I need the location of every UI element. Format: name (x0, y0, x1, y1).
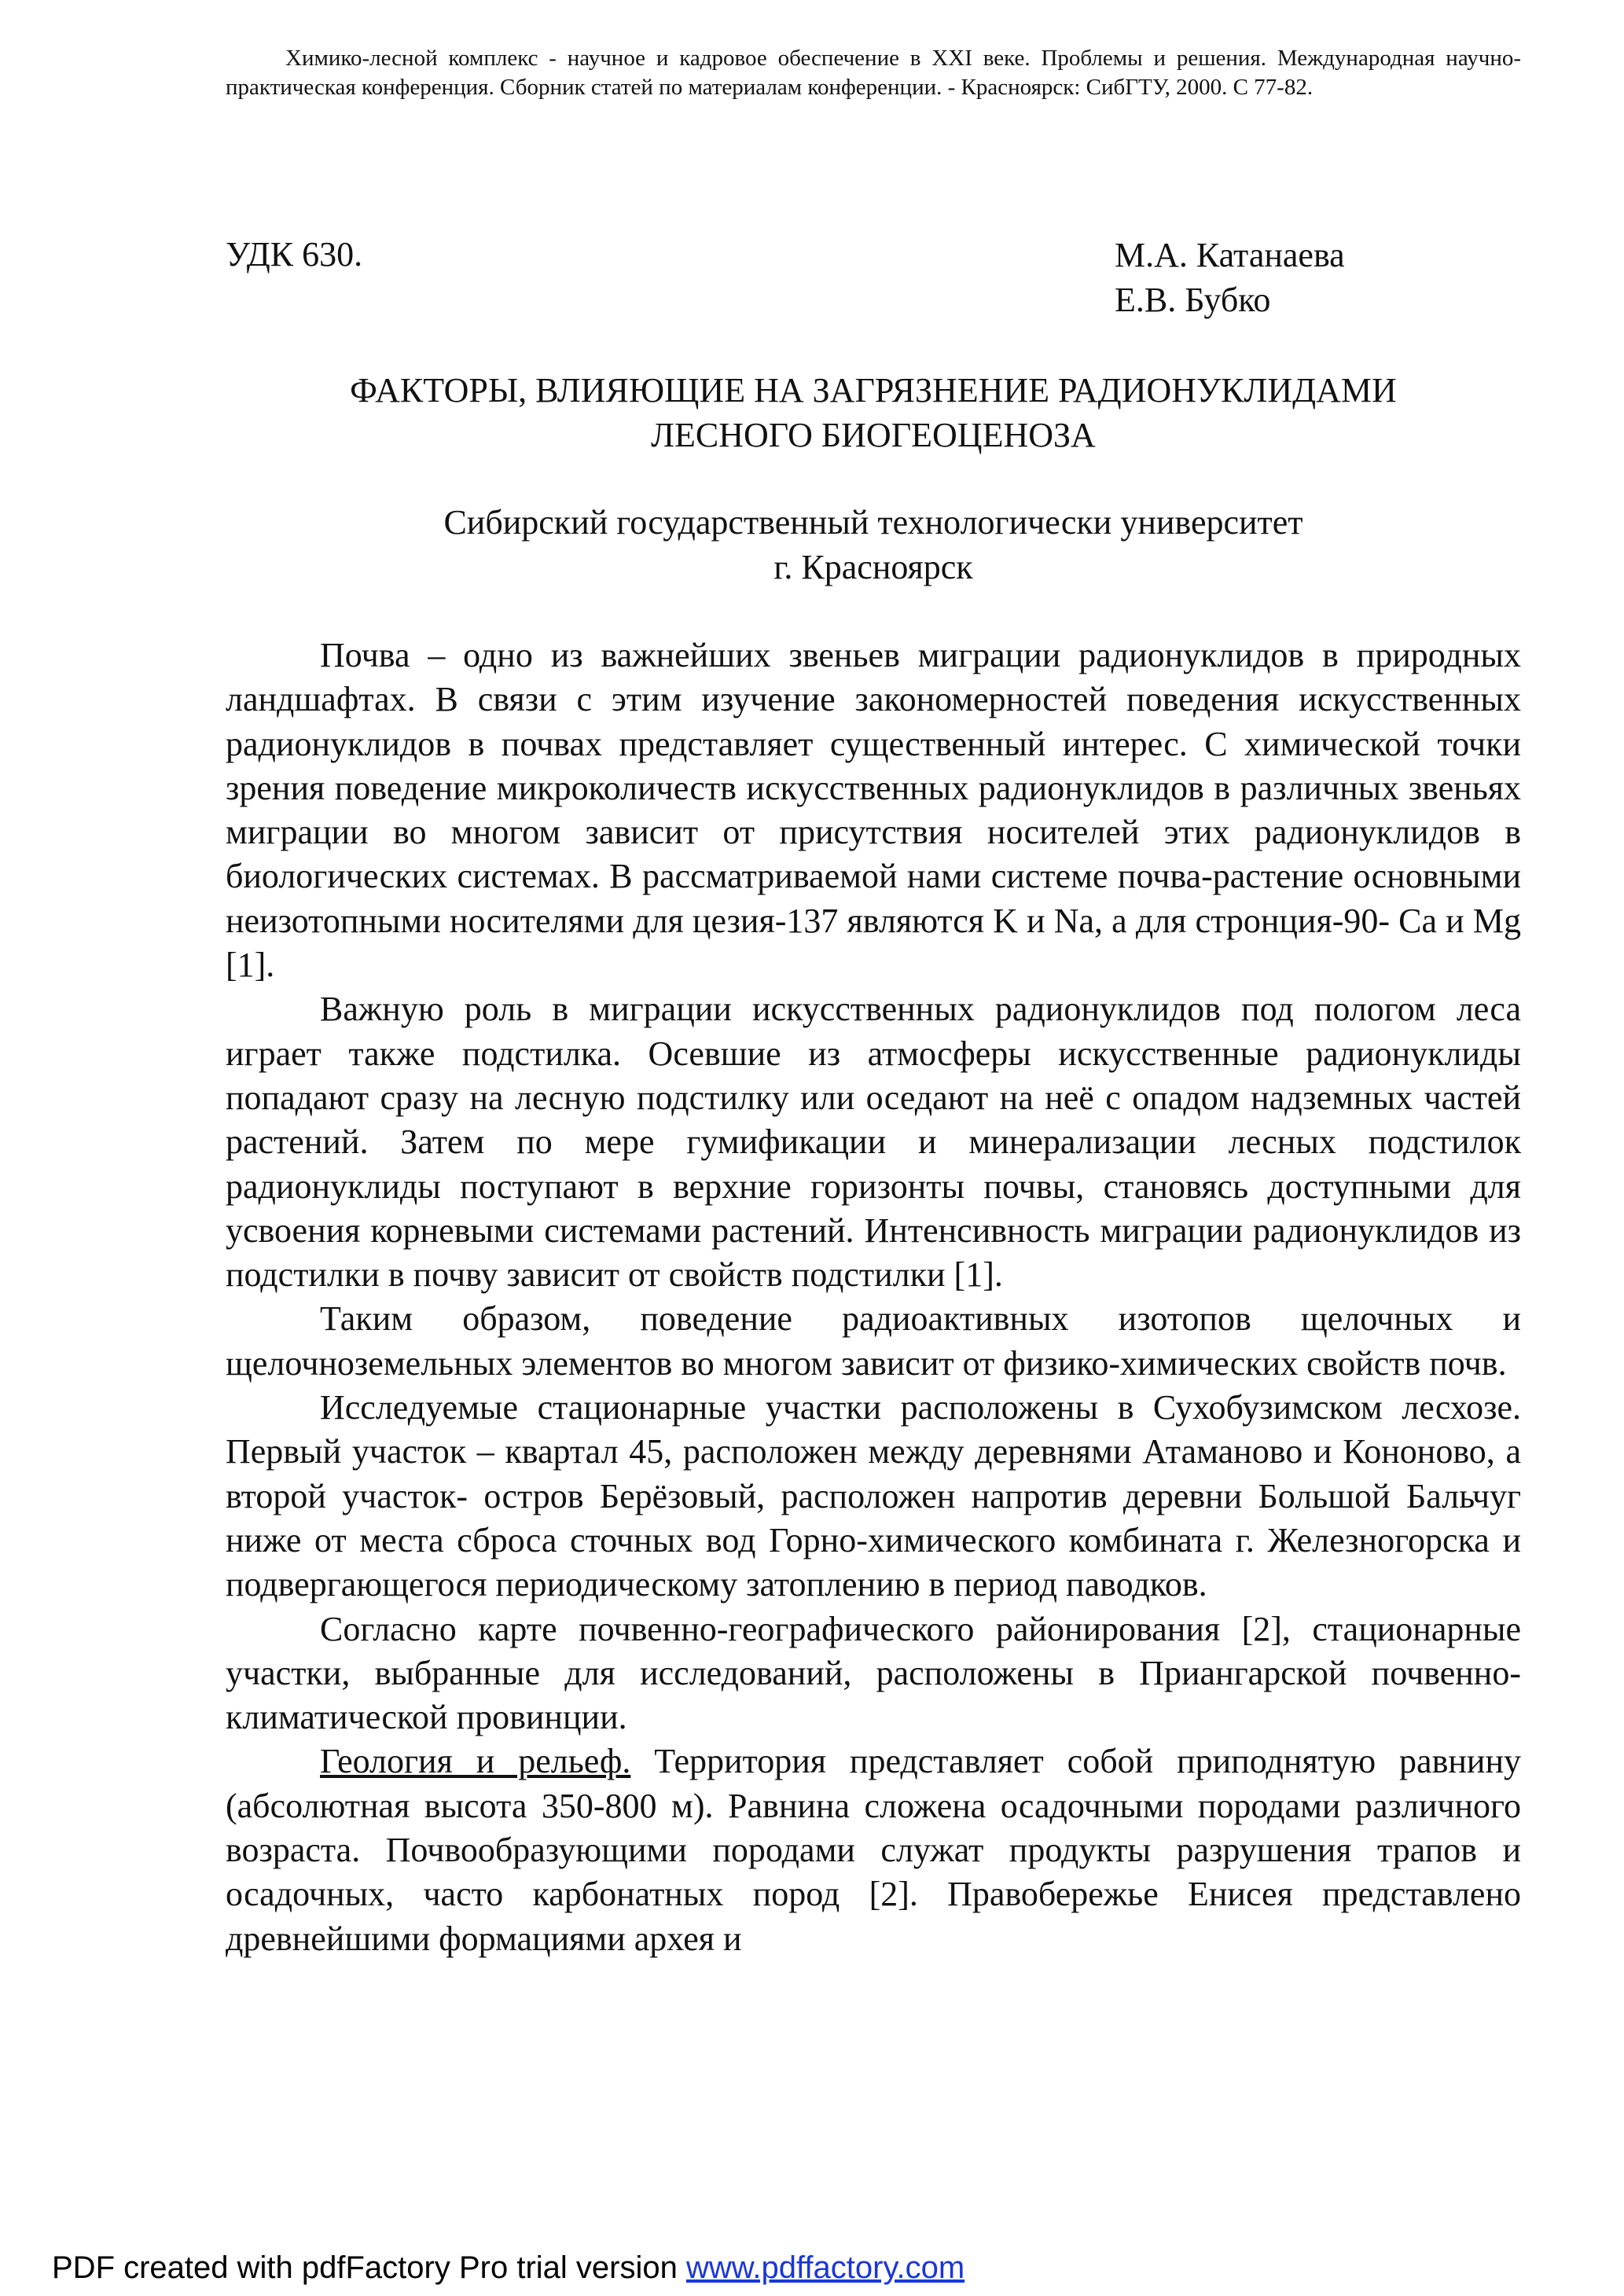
affiliation (226, 500, 1521, 590)
footer-text: PDF created with pdfFactory Pro trial version (52, 2250, 686, 2285)
article-body (226, 634, 1521, 1961)
body-paragraph: Таким образом, поведение радиоактивных изотопов щелочных и щелочноземельных элементов во многом зависит от физико-химических свойств почв. (226, 1299, 1521, 1383)
body-paragraph: Почва – одно из важнейших звеньев миграции радионуклидов в природных ландшафтах. В связи с этим изучение закономерностей поведения искусственных радионуклидов в почвах представляет существенный интерес. С химической точки зрения поведение микроколичеств искусственных радионуклидов в различных звеньях миграции во многом зависит от присутствия носителей этих радионуклидов в биологических системах. В рассматриваемой нами системе почва-растение основными неизотопными носителями для цезия-137 являются K и Na, а для стронция-90- Ca и Mg [1]. (226, 636, 1521, 985)
paper-title-line: ФАКТОРЫ, ВЛИЯЮЩИЕ НА ЗАГРЯЗНЕНИЕ РАДИОНУКЛИДАМИ (350, 371, 1397, 410)
section-heading-geology: Геология и рельеф. (320, 1742, 631, 1781)
body-paragraph: Исследуемые стационарные участки расположены в Сухобузимском лесхозе. Первый участок – квартал 45, расположен между деревнями Атаманово и Кононово, а второй участок- остров Берёзовый, расположен напротив деревни Большой Бальчуг ниже от места сброса сточных вод Горно-химического комбината г. Железногорска и подвергающегося периодическому затоплению в период паводков. (226, 1388, 1521, 1604)
body-paragraph: Согласно карте почвенно-географического районирования [2], стационарные участки, выбранные для исследований, расположены в Приангарской почвенно-климатической провинции. (226, 1609, 1521, 1737)
author-name: М.А. Катанаева (1115, 236, 1345, 274)
body-paragraph (226, 1739, 1521, 1960)
paper-title-line: ЛЕСНОГО БИОГЕОЦЕНОЗА (651, 416, 1096, 454)
pdf-footer (52, 2250, 964, 2286)
udk-code: УДК 630. (226, 235, 363, 274)
body-paragraph: Важную роль в миграции искусственных радионуклидов под пологом леса играет также подстилка. Осевшие из атмосферы искусственные радионуклиды попадают сразу на лесную подстилку или оседают на неё с опадом надземных частей растений. Затем по мере гумификации и минерализации лесных подстилок радионуклиды поступают в верхние горизонты почвы, становясь доступными для усвоения корневыми системами растений. Интенсивность миграции радионуклидов из подстилки в почву зависит от свойств подстилки [1]. (226, 990, 1521, 1295)
header-citation: Химико-лесной комплекс - научное и кадровое обеспечение в XXI веке. Проблемы и решения. Международная научно-практическая конференция. Сборник статей по материалам конференции. - Красноярск: СибГТУ, 2000. С 77-82. (226, 46, 1521, 100)
affiliation-city: г. Красноярск (773, 548, 973, 586)
affiliation-institution: Сибирский государственный технологически университет (443, 503, 1303, 542)
authors-block (1115, 233, 1345, 322)
author-name: Е.В. Бубко (1115, 281, 1271, 319)
paper-title (226, 368, 1521, 457)
body-paragraph-text: Территория представляет собой приподнятую равнину (абсолютная высота 350-800 м). Равнина сложена осадочными породами различного возраста. Почвообразующими породами служат продукты разрушения трапов и осадочных, часто карбонатных пород [2]. Правобережье Енисея представлено древнейшими формациями архея и (226, 1742, 1521, 1958)
pdffactory-link[interactable]: www.pdffactory.com (685, 2250, 965, 2285)
